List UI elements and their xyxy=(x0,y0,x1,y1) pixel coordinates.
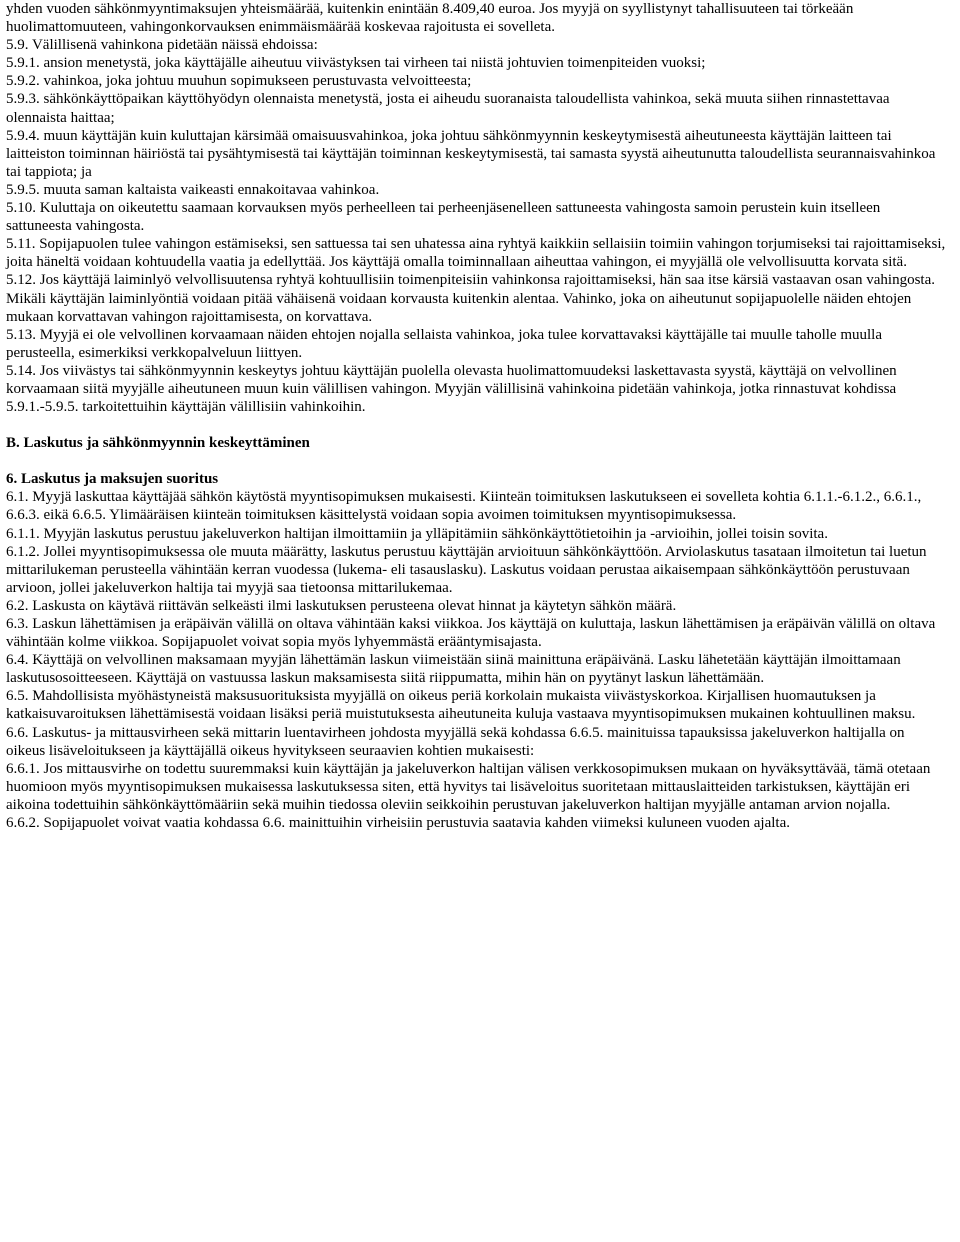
paragraph-liability-cap-continued: yhden vuoden sähkönmyyntimaksujen yhteismäärää, kuitenkin enintään 8.409,40 euroa. Jos myyjä on syyllistynyt tahallisuuteen tai törkeään huolimattomuuteen, vahingonkorvauksen enimmäismäärää koskevaa rajoitusta ei sovelleta. xyxy=(6,1,854,36)
section-spacer xyxy=(6,416,946,434)
section-heading-b: B. Laskutus ja sähkönmyynnin keskeyttäminen xyxy=(6,435,310,452)
clause-5-9-4: 5.9.4. muun käyttäjän kuin kuluttajan kärsimää omaisuusvahinkoa, joka johtuu sähkönmyynnin keskeytymisestä aiheutuneesta käyttäjän laitteen tai laitteiston toiminnan häiriöstä tai pysähtymisestä tai käyttäjän toiminnan keskeytymisestä, tai samasta syystä aiheutunutta taloudellista seurannaisvahinkoa tai tappiota; ja xyxy=(6,127,936,180)
clause-6-1: 6.1. Myyjä laskuttaa käyttäjää sähkön käytöstä myyntisopimuksen mukaisesti. Kiinteän toimituksen laskutukseen ei sovelleta kohtia 6.1.1.-6.1.2., 6.6.1., 6.6.3. eikä 6.6.5. Ylimääräisen kiinteän toimituksen käsittelystä voidaan sopia avoimen toimituksen myyntisopimuksessa. xyxy=(6,489,922,524)
clause-5-9-3: 5.9.3. sähkönkäyttöpaikan käyttöhyödyn olennaista menetystä, josta ei aiheudu suoranaista taloudellista vahinkoa, sekä muuta siihen rinnastettavaa olennaista haittaa; xyxy=(6,91,890,126)
clause-5-12: 5.12. Jos käyttäjä laiminlyö velvollisuutensa ryhtyä kohtuullisiin toimenpiteisiin vahinkonsa rajoittamiseksi, hän saa itse kärsiä vastaavan osan vahingosta. Mikäli käyttäjän laiminlyöntiä voidaan pitää vähäisenä voidaan korvausta kuitenkin alentaa. Vahinko, joka on aiheutunut sopijapuolelle näiden ehtojen mukaan korvattavan vahingon rajoittamisesta, on korvattava. xyxy=(6,272,935,325)
clause-6-6: 6.6. Laskutus- ja mittausvirheen sekä mittarin luentavirheen johdosta myyjällä sekä kohdassa 6.6.5. mainituissa tapauksissa jakeluverkon haltijalla on oikeus lisäveloitukseen ja käyttäjällä oikeus hyvitykseen seuraavien kohtien mukaisesti: xyxy=(6,724,905,759)
clause-5-9: 5.9. Välillisenä vahinkona pidetään näissä ehdoissa: xyxy=(6,37,318,54)
clause-5-9-1: 5.9.1. ansion menetystä, joka käyttäjälle aiheutuu viivästyksen tai virheen tai niistä johtuvien toimenpiteiden vuoksi; xyxy=(6,55,706,72)
clause-6-1-1: 6.1.1. Myyjän laskutus perustuu jakeluverkon haltijan ilmoittamiin ja ylläpitämiin sähkönkäyttötietoihin ja -arvioihin, jollei toisin sovita. xyxy=(6,525,828,542)
clause-5-11: 5.11. Sopijapuolen tulee vahingon estämiseksi, sen sattuessa tai sen uhatessa aina ryhtyä kaikkiin sellaisiin toimiin vahingon torjumiseksi tai rajoittamiseksi, joita häneltä voidaan kohtuudella vaatia ja edellyttää. Jos käyttäjä omalla toiminnallaan aiheuttaa vahingon, ei myyjällä ole velvollisuutta korvata sitä. xyxy=(6,236,946,271)
clause-6-2: 6.2. Laskusta on käytävä riittävän selkeästi ilmi laskutuksen perusteena olevat hinnat ja käytetyn sähkön määrä. xyxy=(6,597,677,614)
clause-6-3: 6.3. Laskun lähettämisen ja eräpäivän välillä on oltava vähintään kaksi viikkoa. Jos käyttäjä on kuluttaja, laskun lähettämisen ja eräpäivän välillä on oltava vähintään kolme viikkoa. Sopijapuolet voivat sopia myös lyhyemmästä erääntymisajasta. xyxy=(6,616,936,651)
clause-6-5: 6.5. Mahdollisista myöhästyneistä maksusuorituksista myyjällä on oikeus periä korkolain mukaista viivästyskorkoa. Kirjallisen huomautuksen ja katkaisuvaroituksen lähettämisestä voidaan lisäksi periä muistutuksesta aiheutuneita kuluja vastaava myyntisopimuksen mukainen kohtuullinen maksu. xyxy=(6,688,916,723)
section-spacer xyxy=(6,452,946,470)
clause-5-9-2: 5.9.2. vahinkoa, joka johtuu muuhun sopimukseen perustuvasta velvoitteesta; xyxy=(6,73,472,90)
clause-5-10: 5.10. Kuluttaja on oikeutettu saamaan korvauksen myös perheelleen tai perheenjäsenelleen sattuneesta vahingosta samoin perustein kuin itselleen sattuneesta vahingosta. xyxy=(6,200,881,235)
clause-6-1-2: 6.1.2. Jollei myyntisopimuksessa ole muuta määrätty, laskutus perustuu käyttäjän arvioituun sähkönkäyttöön. Arviolaskutus tasataan ilmoitetun tai luetun mittarilukeman perusteella vähintään kerran vuodessa (lukema- eli tasauslasku). Laskutus voidaan perustaa aikaisempaan sähkönkäyttöön perustuvaan arvioon, jollei jakeluverkon haltija tai myyjä saa tietoonsa mittarilukemaa. xyxy=(6,543,927,596)
section-heading-6: 6. Laskutus ja maksujen suoritus xyxy=(6,471,219,488)
clause-6-6-2: 6.6.2. Sopijapuolet voivat vaatia kohdassa 6.6. mainittuihin virheisiin perustuvia saatavia kahden viimeksi kuluneen vuoden ajalta. xyxy=(6,815,790,832)
clause-5-13: 5.13. Myyjä ei ole velvollinen korvaamaan näiden ehtojen nojalla sellaista vahinkoa, joka tulee korvattavaksi käyttäjälle tai muulle taholle muulla perusteella, esimerkiksi verkkopalveluun liittyen. xyxy=(6,326,882,361)
clause-5-9-5: 5.9.5. muuta saman kaltaista vaikeasti ennakoitavaa vahinkoa. xyxy=(6,181,380,198)
clause-6-6-1: 6.6.1. Jos mittausvirhe on todettu suuremmaksi kuin käyttäjän ja jakeluverkon haltijan välisen verkkosopimuksen mukaan on hyväksyttävää, tämä otetaan huomioon myös myyntisopimuksen mukaisessa laskutuksessa siten, että hyvitys tai lisäveloitus suoritetaan mittauslaitteiden tarkistuksen, käyttäjän eri aikoina todettuihin sähkönkäyttömääriin sekä muihin tiedossa oleviin seikkoihin perustuvan jakeluverkon haltijan myyjälle antaman arvion nojalla. xyxy=(6,760,931,813)
clause-5-14: 5.14. Jos viivästys tai sähkönmyynnin keskeytys johtuu käyttäjän puolella olevasta huolimattomuudeksi laskettavasta syystä, käyttäjä on velvollinen korvaamaan siitä myyjälle aiheutuneen muun kuin välillisen vahingon. Myyjän välillisinä vahinkoina pidetään vahinkoja, jotka rinnastuvat kohdissa 5.9.1.-5.9.5. tarkoitettuihin käyttäjän välillisiin vahinkoihin. xyxy=(6,362,897,416)
clause-6-4: 6.4. Käyttäjä on velvollinen maksamaan myyjän lähettämän laskun viimeistään siinä mainittuna eräpäivänä. Lasku lähetetään käyttäjän ilmoittamaan laskutusosoitteeseen. Käyttäjä on vastuussa laskun maksamisesta siitä riippumatta, mihin hän on pyytänyt laskun lähettämään. xyxy=(6,652,901,687)
